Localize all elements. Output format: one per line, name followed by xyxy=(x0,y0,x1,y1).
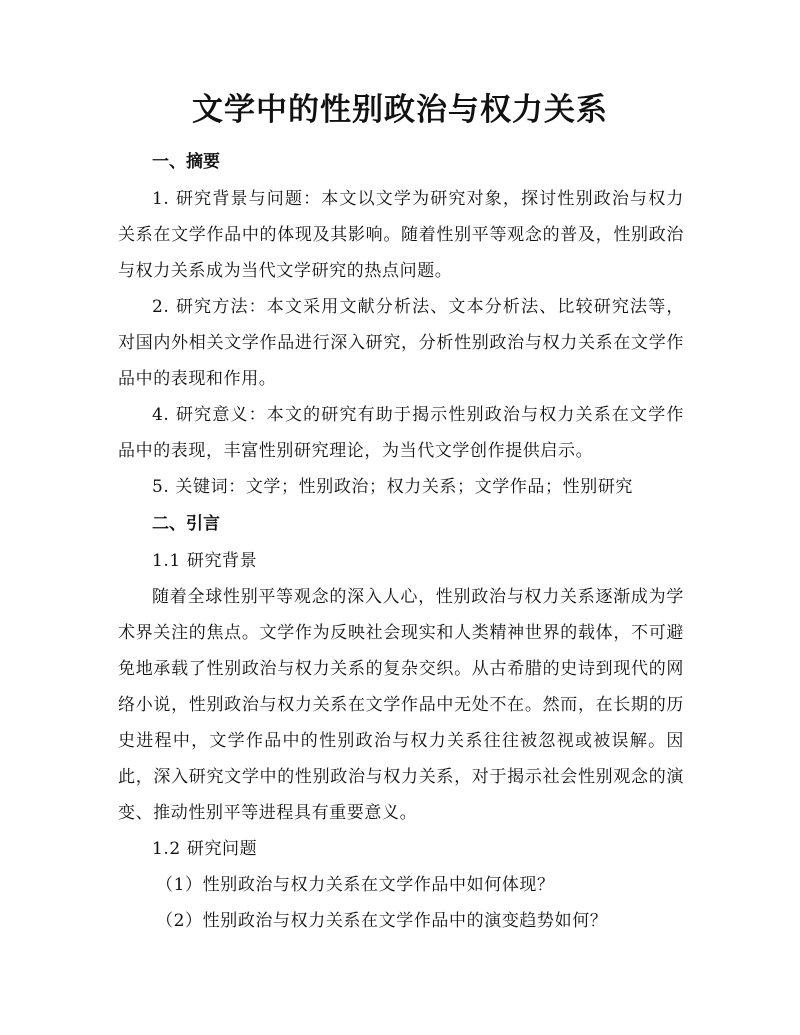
document-title: 文学中的性别政治与权力关系 xyxy=(192,92,608,128)
abstract-item-keywords: 5. 关键词：文学；性别政治；权力关系；文学作品；性别研究 xyxy=(152,477,634,497)
intro-heading: 二、引言 xyxy=(152,514,220,534)
abstract-item-method: 2. 研究方法：本文采用文献分析法、文本分析法、比较研究法等，对国内外相关文学作品进行深入研究，分析性别政治与权力关系在文学作品中的表现和作用。 xyxy=(118,297,684,389)
document-body xyxy=(118,143,684,939)
abstract-heading: 一、摘要 xyxy=(152,152,220,172)
research-question-1: （1）性别政治与权力关系在文学作品中如何体现？ xyxy=(156,875,555,895)
subsection-research-background: 1.1 研究背景 xyxy=(152,551,258,571)
abstract-item-significance: 4. 研究意义：本文的研究有助于揭示性别政治与权力关系在文学作品中的表现，丰富性别研究理论，为当代文学创作提供启示。 xyxy=(118,405,684,461)
background-paragraph: 随着全球性别平等观念的深入人心，性别政治与权力关系逐渐成为学术界关注的焦点。文学作为反映社会现实和人类精神世界的载体，不可避免地承载了性别政治与权力关系的复杂交织。从古希腊的史诗到现代的网络小说，性别政治与权力关系在文学作品中无处不在。然而，在长期的历史进程中，文学作品中的性别政治与权力关系往往被忽视或被误解。因此，深入研究文学中的性别政治与权力关系，对于揭示社会性别观念的演变、推动性别平等进程具有重要意义。 xyxy=(118,587,684,823)
abstract-item-background: 1. 研究背景与问题：本文以文学为研究对象，探讨性别政治与权力关系在文学作品中的体现及其影响。随着性别平等观念的普及，性别政治与权力关系成为当代文学研究的热点问题。 xyxy=(118,189,684,281)
research-question-2: （2）性别政治与权力关系在文学作品中的演变趋势如何？ xyxy=(156,911,608,931)
subsection-research-questions: 1.2 研究问题 xyxy=(152,839,258,859)
